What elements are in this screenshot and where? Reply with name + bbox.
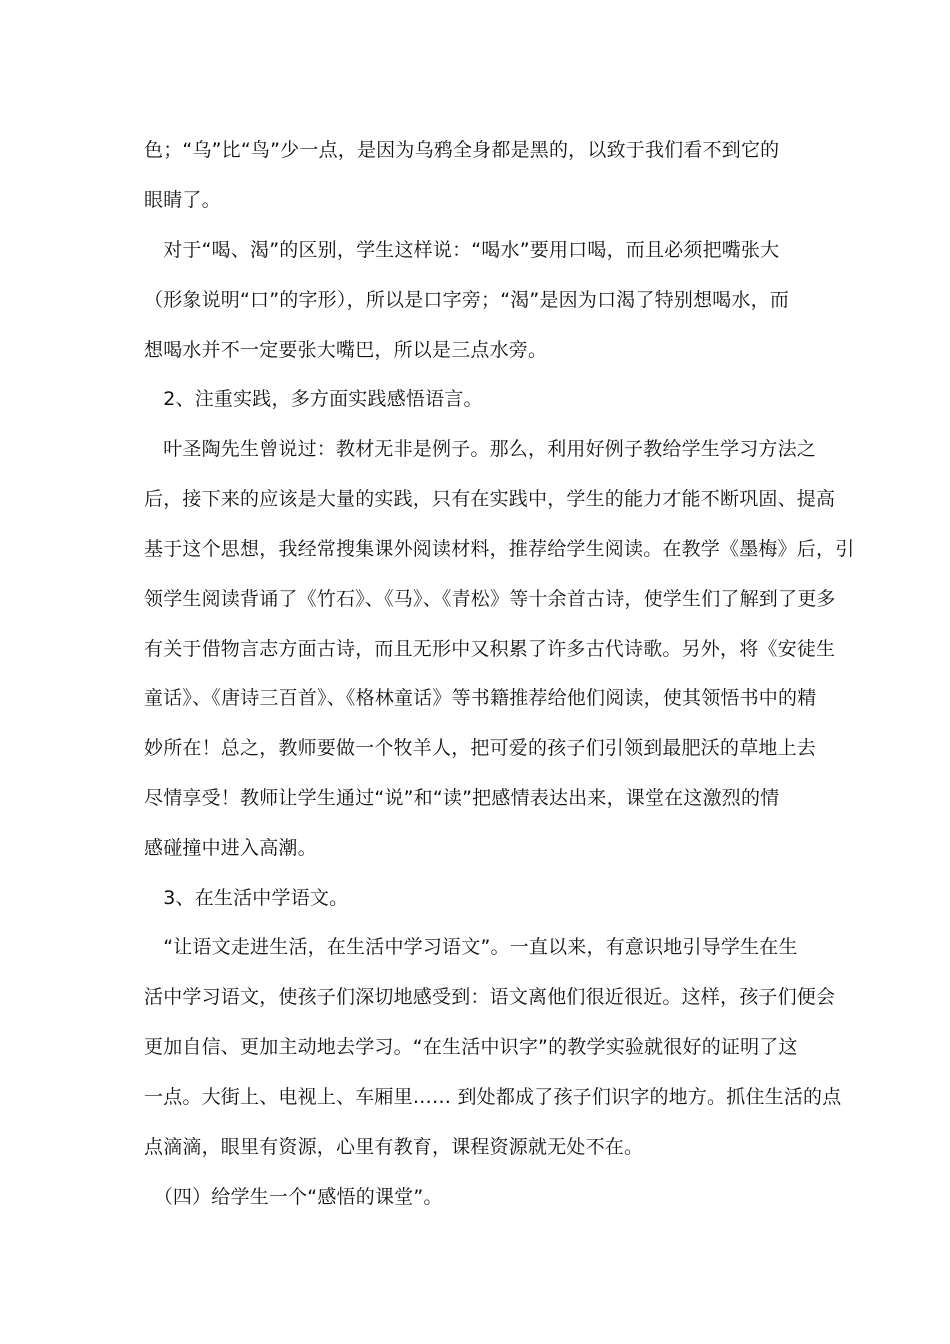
section-heading: 3、在生活中学语文。	[144, 887, 349, 909]
text-line: 点滴滴，眼里有资源，心里有教育，课程资源就无处不在。	[144, 1136, 644, 1158]
text-line: 叶圣陶先生曾说过：教材无非是例子。那么，利用好例子教给学生学习方法之	[144, 438, 817, 460]
text-line: 更加自信、更加主动地去学习。“在生活中识字”的教学实验就很好的证明了这	[144, 1036, 798, 1058]
text-line: 领学生阅读背诵了《竹石》、《马》、《青松》等十余首古诗，使学生们了解到了更多	[144, 588, 836, 610]
text-line: 基于这个思想，我经常搜集课外阅读材料，推荐给学生阅读。在教学《墨梅》后，引	[144, 538, 855, 560]
section-heading: （四）给学生一个“感悟的课堂”。	[144, 1186, 443, 1208]
text-line: 一点。大街上、电视上、车厢里…… 到处都成了孩子们识字的地方。抓住生活的点	[144, 1086, 842, 1108]
text-line: 童话》、《唐诗三百首》、《格林童话》等书籍推荐给他们阅读，使其领悟书中的精	[144, 687, 817, 709]
text-line: 妙所在！总之，教师要做一个牧羊人，把可爱的孩子们引领到最肥沃的草地上去	[144, 737, 817, 759]
text-line: 感碰撞中进入高潮。	[144, 837, 317, 859]
text-line: （形象说明“口”的字形），所以是口字旁；“渴”是因为口渴了特别想喝水，而	[144, 289, 790, 311]
text-line: 活中学习语文，使孩子们深切地感受到：语文离他们很近很近。这样，孩子们便会	[144, 986, 836, 1008]
text-line: 有关于借物言志方面古诗，而且无形中又积累了许多古代诗歌。另外，将《安徒生	[144, 638, 836, 660]
text-line: 色；“乌”比“鸟”少一点，是因为乌鸦全身都是黑的，以致于我们看不到它的	[144, 139, 780, 161]
text-line: 眼睛了。	[144, 189, 221, 211]
text-line: 后，接下来的应该是大量的实践，只有在实践中，学生的能力才能不断巩固、提高	[144, 488, 836, 510]
text-line: “让语文走进生活，在生活中学习语文”。一直以来，有意识地引导学生在生	[144, 936, 798, 958]
text-line: 尽情享受！教师让学生通过“说”和“读”把感情表达出来，课堂在这激烈的情	[144, 787, 780, 809]
text-line: 想喝水并不一定要张大嘴巴，所以是三点水旁。	[144, 339, 548, 361]
text-line: 对于“喝、渴”的区别，学生这样说：“喝水”要用口喝，而且必须把嘴张大	[144, 239, 780, 261]
section-heading: 2、注重实践，多方面实践感悟语言。	[144, 388, 483, 410]
